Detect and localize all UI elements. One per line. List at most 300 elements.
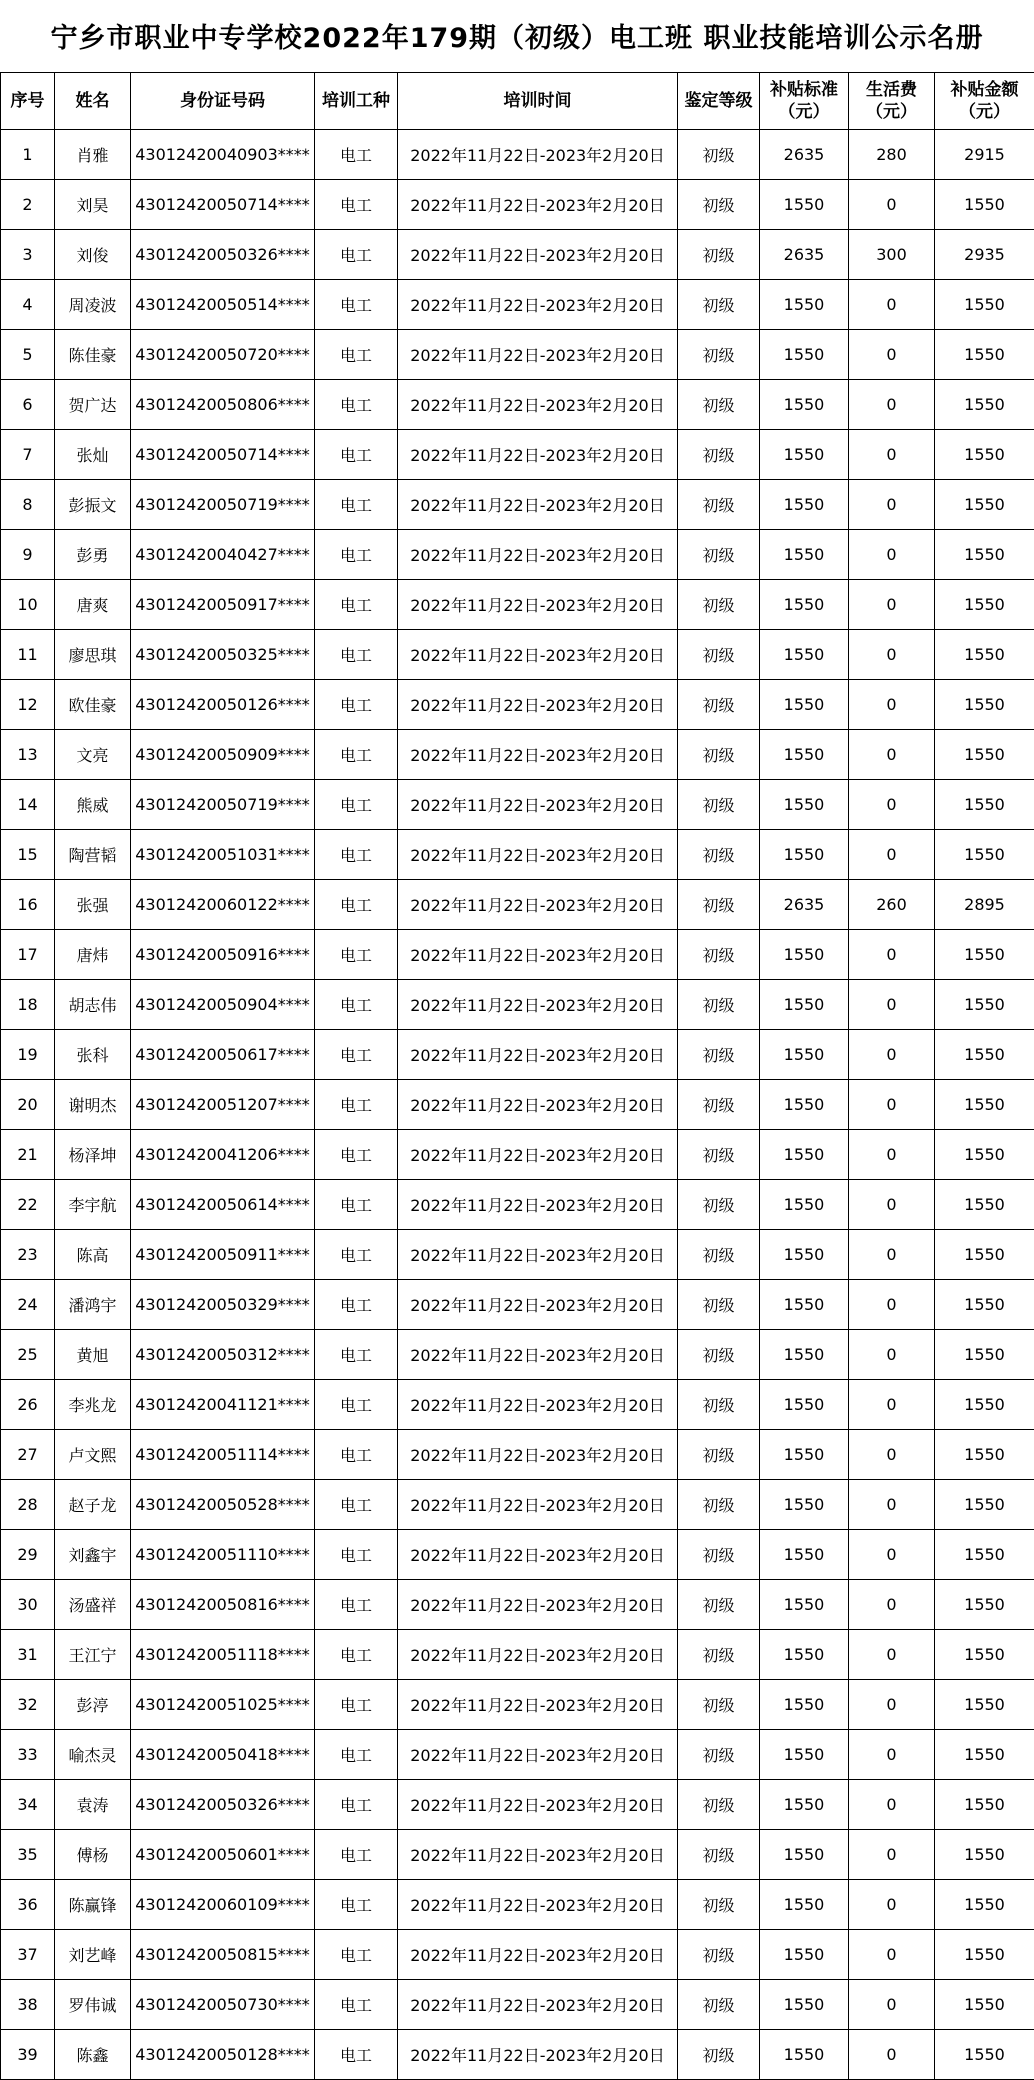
cell-subsidy-total: 1550 bbox=[935, 1380, 1034, 1430]
cell-seq: 19 bbox=[1, 1030, 55, 1080]
cell-level: 初级 bbox=[678, 730, 760, 780]
cell-living-expense: 0 bbox=[849, 1980, 935, 2030]
cell-subsidy-total: 1550 bbox=[935, 380, 1034, 430]
table-row bbox=[1, 1580, 1034, 1630]
cell-level: 初级 bbox=[678, 1330, 760, 1380]
cell-level: 初级 bbox=[678, 1530, 760, 1580]
cell-level: 初级 bbox=[678, 1930, 760, 1980]
cell-name: 黄旭 bbox=[55, 1330, 131, 1380]
cell-id: 43012420050720**** bbox=[131, 330, 315, 380]
cell-seq: 9 bbox=[1, 530, 55, 580]
cell-trade: 电工 bbox=[315, 1280, 398, 1330]
cell-subsidy-standard: 1550 bbox=[760, 780, 849, 830]
cell-subsidy-standard: 1550 bbox=[760, 1480, 849, 1530]
cell-living-expense: 0 bbox=[849, 330, 935, 380]
cell-id: 43012420060122**** bbox=[131, 880, 315, 930]
cell-subsidy-standard: 1550 bbox=[760, 1680, 849, 1730]
cell-trade: 电工 bbox=[315, 1980, 398, 2030]
cell-id: 43012420050418**** bbox=[131, 1730, 315, 1780]
cell-name: 彭渟 bbox=[55, 1680, 131, 1730]
cell-name: 张灿 bbox=[55, 430, 131, 480]
header-seq: 序号 bbox=[1, 73, 55, 130]
cell-period: 2022年11月22日-2023年2月20日 bbox=[398, 2030, 678, 2080]
table-row bbox=[1, 180, 1034, 230]
cell-subsidy-total: 1550 bbox=[935, 1630, 1034, 1680]
cell-name: 刘昊 bbox=[55, 180, 131, 230]
table-row bbox=[1, 330, 1034, 380]
cell-seq: 32 bbox=[1, 1680, 55, 1730]
table-row bbox=[1, 1980, 1034, 2030]
cell-subsidy-total: 1550 bbox=[935, 1730, 1034, 1780]
cell-period: 2022年11月22日-2023年2月20日 bbox=[398, 1730, 678, 1780]
cell-subsidy-standard: 1550 bbox=[760, 1380, 849, 1430]
cell-name: 李宇航 bbox=[55, 1180, 131, 1230]
table-row bbox=[1, 130, 1034, 180]
cell-living-expense: 0 bbox=[849, 380, 935, 430]
table-row bbox=[1, 1030, 1034, 1080]
table-row bbox=[1, 1080, 1034, 1130]
cell-living-expense: 0 bbox=[849, 630, 935, 680]
cell-seq: 31 bbox=[1, 1630, 55, 1680]
cell-subsidy-total: 1550 bbox=[935, 280, 1034, 330]
cell-living-expense: 0 bbox=[849, 1430, 935, 1480]
header-name: 姓名 bbox=[55, 73, 131, 130]
cell-trade: 电工 bbox=[315, 530, 398, 580]
cell-subsidy-standard: 1550 bbox=[760, 430, 849, 480]
roster-body bbox=[1, 130, 1034, 2080]
cell-period: 2022年11月22日-2023年2月20日 bbox=[398, 1680, 678, 1730]
cell-subsidy-standard: 1550 bbox=[760, 1230, 849, 1280]
cell-subsidy-standard: 1550 bbox=[760, 580, 849, 630]
table-row bbox=[1, 830, 1034, 880]
cell-level: 初级 bbox=[678, 2030, 760, 2080]
cell-seq: 33 bbox=[1, 1730, 55, 1780]
cell-trade: 电工 bbox=[315, 1480, 398, 1530]
cell-seq: 37 bbox=[1, 1930, 55, 1980]
cell-trade: 电工 bbox=[315, 630, 398, 680]
cell-id: 43012420050911**** bbox=[131, 1230, 315, 1280]
cell-living-expense: 0 bbox=[849, 680, 935, 730]
cell-subsidy-standard: 1550 bbox=[760, 1530, 849, 1580]
cell-period: 2022年11月22日-2023年2月20日 bbox=[398, 830, 678, 880]
cell-period: 2022年11月22日-2023年2月20日 bbox=[398, 130, 678, 180]
page-title: 宁乡市职业中专学校2022年179期（初级）电工班 职业技能培训公示名册 bbox=[50, 23, 984, 54]
cell-level: 初级 bbox=[678, 480, 760, 530]
cell-trade: 电工 bbox=[315, 1930, 398, 1980]
cell-seq: 39 bbox=[1, 2030, 55, 2080]
cell-period: 2022年11月22日-2023年2月20日 bbox=[398, 630, 678, 680]
cell-trade: 电工 bbox=[315, 180, 398, 230]
cell-period: 2022年11月22日-2023年2月20日 bbox=[398, 1280, 678, 1330]
table-row bbox=[1, 930, 1034, 980]
cell-period: 2022年11月22日-2023年2月20日 bbox=[398, 680, 678, 730]
cell-period: 2022年11月22日-2023年2月20日 bbox=[398, 530, 678, 580]
cell-trade: 电工 bbox=[315, 230, 398, 280]
cell-level: 初级 bbox=[678, 1180, 760, 1230]
cell-name: 喻杰灵 bbox=[55, 1730, 131, 1780]
cell-subsidy-standard: 1550 bbox=[760, 1780, 849, 1830]
cell-living-expense: 0 bbox=[849, 1280, 935, 1330]
cell-living-expense: 280 bbox=[849, 130, 935, 180]
cell-trade: 电工 bbox=[315, 480, 398, 530]
cell-subsidy-standard: 1550 bbox=[760, 1930, 849, 1980]
cell-subsidy-standard: 1550 bbox=[760, 1830, 849, 1880]
cell-level: 初级 bbox=[678, 1780, 760, 1830]
cell-id: 43012420050528**** bbox=[131, 1480, 315, 1530]
cell-living-expense: 0 bbox=[849, 530, 935, 580]
cell-name: 袁涛 bbox=[55, 1780, 131, 1830]
cell-level: 初级 bbox=[678, 1830, 760, 1880]
cell-id: 43012420051118**** bbox=[131, 1630, 315, 1680]
cell-period: 2022年11月22日-2023年2月20日 bbox=[398, 1130, 678, 1180]
cell-id: 43012420050614**** bbox=[131, 1180, 315, 1230]
cell-level: 初级 bbox=[678, 1280, 760, 1330]
cell-subsidy-total: 1550 bbox=[935, 1080, 1034, 1130]
cell-seq: 24 bbox=[1, 1280, 55, 1330]
cell-seq: 34 bbox=[1, 1780, 55, 1830]
cell-seq: 16 bbox=[1, 880, 55, 930]
cell-period: 2022年11月22日-2023年2月20日 bbox=[398, 780, 678, 830]
cell-subsidy-standard: 1550 bbox=[760, 630, 849, 680]
cell-subsidy-standard: 1550 bbox=[760, 1080, 849, 1130]
table-row bbox=[1, 2030, 1034, 2080]
cell-subsidy-total: 1550 bbox=[935, 1180, 1034, 1230]
cell-subsidy-total: 1550 bbox=[935, 1780, 1034, 1830]
cell-living-expense: 0 bbox=[849, 1580, 935, 1630]
cell-name: 陈佳豪 bbox=[55, 330, 131, 380]
cell-period: 2022年11月22日-2023年2月20日 bbox=[398, 380, 678, 430]
cell-subsidy-standard: 1550 bbox=[760, 930, 849, 980]
cell-living-expense: 300 bbox=[849, 230, 935, 280]
cell-period: 2022年11月22日-2023年2月20日 bbox=[398, 1480, 678, 1530]
cell-seq: 26 bbox=[1, 1380, 55, 1430]
cell-name: 陈鑫 bbox=[55, 2030, 131, 2080]
cell-subsidy-total: 2915 bbox=[935, 130, 1034, 180]
cell-name: 王江宁 bbox=[55, 1630, 131, 1680]
cell-id: 43012420051025**** bbox=[131, 1680, 315, 1730]
cell-level: 初级 bbox=[678, 1380, 760, 1430]
cell-seq: 38 bbox=[1, 1980, 55, 2030]
cell-living-expense: 260 bbox=[849, 880, 935, 930]
cell-subsidy-standard: 1550 bbox=[760, 1130, 849, 1180]
table-row bbox=[1, 630, 1034, 680]
cell-period: 2022年11月22日-2023年2月20日 bbox=[398, 1980, 678, 2030]
cell-subsidy-standard: 1550 bbox=[760, 1180, 849, 1230]
cell-id: 43012420050617**** bbox=[131, 1030, 315, 1080]
cell-seq: 3 bbox=[1, 230, 55, 280]
cell-living-expense: 0 bbox=[849, 280, 935, 330]
table-row bbox=[1, 1480, 1034, 1530]
cell-subsidy-standard: 1550 bbox=[760, 980, 849, 1030]
cell-name: 张强 bbox=[55, 880, 131, 930]
cell-period: 2022年11月22日-2023年2月20日 bbox=[398, 1580, 678, 1630]
cell-subsidy-total: 1550 bbox=[935, 580, 1034, 630]
cell-name: 刘艺峰 bbox=[55, 1930, 131, 1980]
cell-period: 2022年11月22日-2023年2月20日 bbox=[398, 1030, 678, 1080]
cell-period: 2022年11月22日-2023年2月20日 bbox=[398, 430, 678, 480]
cell-subsidy-total: 1550 bbox=[935, 1880, 1034, 1930]
cell-level: 初级 bbox=[678, 380, 760, 430]
cell-seq: 6 bbox=[1, 380, 55, 430]
cell-living-expense: 0 bbox=[849, 1880, 935, 1930]
cell-subsidy-standard: 1550 bbox=[760, 280, 849, 330]
header-period: 培训时间 bbox=[398, 73, 678, 130]
cell-trade: 电工 bbox=[315, 1380, 398, 1430]
cell-id: 43012420050714**** bbox=[131, 430, 315, 480]
cell-name: 陈高 bbox=[55, 1230, 131, 1280]
cell-subsidy-total: 1550 bbox=[935, 480, 1034, 530]
cell-living-expense: 0 bbox=[849, 1380, 935, 1430]
cell-seq: 4 bbox=[1, 280, 55, 330]
cell-trade: 电工 bbox=[315, 1580, 398, 1630]
cell-trade: 电工 bbox=[315, 880, 398, 930]
cell-name: 贺广达 bbox=[55, 380, 131, 430]
table-row bbox=[1, 430, 1034, 480]
cell-id: 43012420050326**** bbox=[131, 230, 315, 280]
cell-subsidy-total: 1550 bbox=[935, 1430, 1034, 1480]
cell-trade: 电工 bbox=[315, 330, 398, 380]
cell-subsidy-standard: 1550 bbox=[760, 1330, 849, 1380]
cell-name: 卢文熙 bbox=[55, 1430, 131, 1480]
cell-period: 2022年11月22日-2023年2月20日 bbox=[398, 1380, 678, 1430]
cell-subsidy-total: 1550 bbox=[935, 1280, 1034, 1330]
cell-living-expense: 0 bbox=[849, 1130, 935, 1180]
cell-name: 肖雅 bbox=[55, 130, 131, 180]
cell-living-expense: 0 bbox=[849, 1930, 935, 1980]
cell-subsidy-total: 1550 bbox=[935, 530, 1034, 580]
cell-period: 2022年11月22日-2023年2月20日 bbox=[398, 1530, 678, 1580]
cell-id: 43012420041206**** bbox=[131, 1130, 315, 1180]
cell-period: 2022年11月22日-2023年2月20日 bbox=[398, 730, 678, 780]
cell-id: 43012420050816**** bbox=[131, 1580, 315, 1630]
cell-period: 2022年11月22日-2023年2月20日 bbox=[398, 480, 678, 530]
cell-name: 欧佳豪 bbox=[55, 680, 131, 730]
cell-id: 43012420050815**** bbox=[131, 1930, 315, 1980]
cell-trade: 电工 bbox=[315, 1180, 398, 1230]
cell-living-expense: 0 bbox=[849, 730, 935, 780]
cell-trade: 电工 bbox=[315, 1530, 398, 1580]
cell-living-expense: 0 bbox=[849, 1630, 935, 1680]
cell-period: 2022年11月22日-2023年2月20日 bbox=[398, 330, 678, 380]
cell-seq: 8 bbox=[1, 480, 55, 530]
cell-name: 陈赢锋 bbox=[55, 1880, 131, 1930]
cell-trade: 电工 bbox=[315, 580, 398, 630]
cell-level: 初级 bbox=[678, 280, 760, 330]
cell-id: 43012420050514**** bbox=[131, 280, 315, 330]
cell-name: 杨泽坤 bbox=[55, 1130, 131, 1180]
table-row bbox=[1, 1680, 1034, 1730]
cell-id: 43012420050126**** bbox=[131, 680, 315, 730]
cell-seq: 35 bbox=[1, 1830, 55, 1880]
cell-subsidy-total: 1550 bbox=[935, 730, 1034, 780]
table-row bbox=[1, 1930, 1034, 1980]
cell-seq: 2 bbox=[1, 180, 55, 230]
cell-trade: 电工 bbox=[315, 730, 398, 780]
cell-seq: 23 bbox=[1, 1230, 55, 1280]
cell-subsidy-total: 1550 bbox=[935, 1980, 1034, 2030]
cell-name: 廖思琪 bbox=[55, 630, 131, 680]
cell-living-expense: 0 bbox=[849, 980, 935, 1030]
cell-subsidy-total: 1550 bbox=[935, 1930, 1034, 1980]
cell-period: 2022年11月22日-2023年2月20日 bbox=[398, 180, 678, 230]
cell-subsidy-total: 1550 bbox=[935, 1580, 1034, 1630]
table-row bbox=[1, 1430, 1034, 1480]
cell-period: 2022年11月22日-2023年2月20日 bbox=[398, 230, 678, 280]
cell-name: 陶营韬 bbox=[55, 830, 131, 880]
cell-id: 43012420050730**** bbox=[131, 1980, 315, 2030]
cell-subsidy-total: 1550 bbox=[935, 1530, 1034, 1580]
cell-subsidy-total: 1550 bbox=[935, 980, 1034, 1030]
cell-subsidy-standard: 1550 bbox=[760, 1580, 849, 1630]
cell-seq: 7 bbox=[1, 430, 55, 480]
table-row bbox=[1, 1530, 1034, 1580]
cell-level: 初级 bbox=[678, 930, 760, 980]
cell-living-expense: 0 bbox=[849, 830, 935, 880]
cell-id: 43012420050326**** bbox=[131, 1780, 315, 1830]
cell-subsidy-standard: 1550 bbox=[760, 2030, 849, 2080]
cell-period: 2022年11月22日-2023年2月20日 bbox=[398, 1880, 678, 1930]
cell-subsidy-total: 1550 bbox=[935, 1030, 1034, 1080]
cell-period: 2022年11月22日-2023年2月20日 bbox=[398, 1330, 678, 1380]
cell-trade: 电工 bbox=[315, 680, 398, 730]
cell-trade: 电工 bbox=[315, 1130, 398, 1180]
table-row bbox=[1, 380, 1034, 430]
cell-living-expense: 0 bbox=[849, 1330, 935, 1380]
cell-level: 初级 bbox=[678, 1230, 760, 1280]
cell-subsidy-standard: 1550 bbox=[760, 330, 849, 380]
cell-seq: 18 bbox=[1, 980, 55, 1030]
cell-name: 刘俊 bbox=[55, 230, 131, 280]
cell-subsidy-standard: 1550 bbox=[760, 1880, 849, 1930]
cell-living-expense: 0 bbox=[849, 580, 935, 630]
cell-living-expense: 0 bbox=[849, 480, 935, 530]
cell-level: 初级 bbox=[678, 1980, 760, 2030]
cell-seq: 12 bbox=[1, 680, 55, 730]
cell-trade: 电工 bbox=[315, 430, 398, 480]
cell-period: 2022年11月22日-2023年2月20日 bbox=[398, 930, 678, 980]
cell-id: 43012420050719**** bbox=[131, 780, 315, 830]
cell-living-expense: 0 bbox=[849, 1480, 935, 1530]
cell-level: 初级 bbox=[678, 330, 760, 380]
cell-subsidy-total: 1550 bbox=[935, 2030, 1034, 2080]
cell-subsidy-standard: 1550 bbox=[760, 1630, 849, 1680]
cell-subsidy-standard: 2635 bbox=[760, 130, 849, 180]
cell-name: 文亮 bbox=[55, 730, 131, 780]
cell-period: 2022年11月22日-2023年2月20日 bbox=[398, 580, 678, 630]
table-row bbox=[1, 1180, 1034, 1230]
cell-level: 初级 bbox=[678, 1130, 760, 1180]
cell-living-expense: 0 bbox=[849, 1030, 935, 1080]
cell-seq: 17 bbox=[1, 930, 55, 980]
cell-period: 2022年11月22日-2023年2月20日 bbox=[398, 1430, 678, 1480]
table-row bbox=[1, 1280, 1034, 1330]
cell-level: 初级 bbox=[678, 580, 760, 630]
cell-id: 43012420050719**** bbox=[131, 480, 315, 530]
cell-period: 2022年11月22日-2023年2月20日 bbox=[398, 1930, 678, 1980]
cell-subsidy-total: 1550 bbox=[935, 830, 1034, 880]
cell-trade: 电工 bbox=[315, 830, 398, 880]
cell-period: 2022年11月22日-2023年2月20日 bbox=[398, 980, 678, 1030]
cell-living-expense: 0 bbox=[849, 2030, 935, 2080]
cell-trade: 电工 bbox=[315, 1080, 398, 1130]
cell-name: 胡志伟 bbox=[55, 980, 131, 1030]
cell-living-expense: 0 bbox=[849, 780, 935, 830]
cell-name: 李兆龙 bbox=[55, 1380, 131, 1430]
cell-id: 43012420051114**** bbox=[131, 1430, 315, 1480]
cell-seq: 1 bbox=[1, 130, 55, 180]
cell-subsidy-total: 1550 bbox=[935, 1480, 1034, 1530]
cell-period: 2022年11月22日-2023年2月20日 bbox=[398, 880, 678, 930]
cell-trade: 电工 bbox=[315, 1330, 398, 1380]
cell-level: 初级 bbox=[678, 180, 760, 230]
cell-seq: 28 bbox=[1, 1480, 55, 1530]
cell-period: 2022年11月22日-2023年2月20日 bbox=[398, 1780, 678, 1830]
cell-living-expense: 0 bbox=[849, 1530, 935, 1580]
cell-name: 潘鸿宇 bbox=[55, 1280, 131, 1330]
cell-trade: 电工 bbox=[315, 1030, 398, 1080]
cell-subsidy-standard: 1550 bbox=[760, 830, 849, 880]
cell-id: 43012420060109**** bbox=[131, 1880, 315, 1930]
cell-subsidy-total: 1550 bbox=[935, 1830, 1034, 1880]
table-row bbox=[1, 980, 1034, 1030]
cell-level: 初级 bbox=[678, 530, 760, 580]
cell-name: 唐炜 bbox=[55, 930, 131, 980]
cell-level: 初级 bbox=[678, 1880, 760, 1930]
cell-name: 谢明杰 bbox=[55, 1080, 131, 1130]
cell-subsidy-total: 2895 bbox=[935, 880, 1034, 930]
roster-table bbox=[0, 72, 1034, 2080]
cell-level: 初级 bbox=[678, 630, 760, 680]
cell-period: 2022年11月22日-2023年2月20日 bbox=[398, 1180, 678, 1230]
cell-level: 初级 bbox=[678, 230, 760, 280]
cell-trade: 电工 bbox=[315, 130, 398, 180]
header-subsidy-standard: 补贴标准（元） bbox=[760, 73, 849, 130]
table-row bbox=[1, 1830, 1034, 1880]
cell-subsidy-standard: 2635 bbox=[760, 880, 849, 930]
cell-id: 43012420051207**** bbox=[131, 1080, 315, 1130]
cell-subsidy-total: 1550 bbox=[935, 780, 1034, 830]
cell-period: 2022年11月22日-2023年2月20日 bbox=[398, 280, 678, 330]
table-row bbox=[1, 730, 1034, 780]
header-subsidy-total: 补贴金额（元） bbox=[935, 73, 1034, 130]
cell-seq: 36 bbox=[1, 1880, 55, 1930]
table-row bbox=[1, 1130, 1034, 1180]
cell-seq: 22 bbox=[1, 1180, 55, 1230]
cell-subsidy-total: 1550 bbox=[935, 1680, 1034, 1730]
table-row bbox=[1, 230, 1034, 280]
cell-subsidy-total: 1550 bbox=[935, 1130, 1034, 1180]
table-row bbox=[1, 530, 1034, 580]
cell-seq: 25 bbox=[1, 1330, 55, 1380]
cell-level: 初级 bbox=[678, 130, 760, 180]
cell-seq: 30 bbox=[1, 1580, 55, 1630]
cell-subsidy-standard: 1550 bbox=[760, 380, 849, 430]
cell-living-expense: 0 bbox=[849, 1830, 935, 1880]
cell-subsidy-total: 1550 bbox=[935, 180, 1034, 230]
header-level: 鉴定等级 bbox=[678, 73, 760, 130]
cell-subsidy-standard: 1550 bbox=[760, 1030, 849, 1080]
table-row bbox=[1, 780, 1034, 830]
cell-name: 周凌波 bbox=[55, 280, 131, 330]
cell-living-expense: 0 bbox=[849, 180, 935, 230]
cell-trade: 电工 bbox=[315, 1430, 398, 1480]
cell-period: 2022年11月22日-2023年2月20日 bbox=[398, 1830, 678, 1880]
cell-seq: 10 bbox=[1, 580, 55, 630]
cell-trade: 电工 bbox=[315, 1630, 398, 1680]
cell-seq: 15 bbox=[1, 830, 55, 880]
cell-level: 初级 bbox=[678, 680, 760, 730]
table-row bbox=[1, 1880, 1034, 1930]
